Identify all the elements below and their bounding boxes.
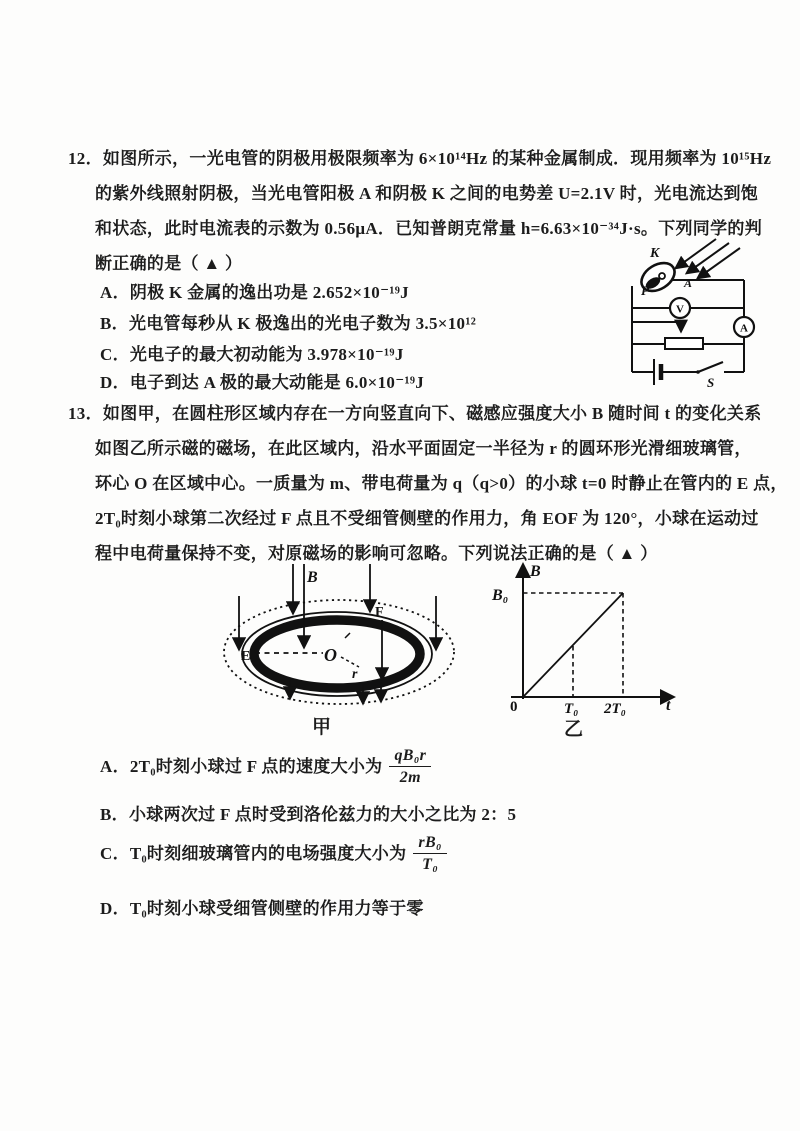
q13-option-c-text: C．T₀时刻细玻璃管内的电场强度大小为 (100, 844, 407, 863)
anode-a-label: A (684, 276, 693, 290)
2t0-tick-label: 2T₀ (604, 701, 626, 717)
tube-p-label: P (641, 283, 649, 298)
q13-option-b: B．小球两次过 F 点时受到洛伦兹力的大小之比为 2：5 (100, 805, 517, 824)
fraction-denominator: 2m (399, 769, 421, 786)
radius-tick (345, 633, 350, 638)
fraction-denominator: T₀ (422, 856, 439, 873)
cathode-k-label: K (650, 246, 660, 261)
b0-tick-label: B₀ (492, 587, 509, 604)
origin-label: 0 (510, 699, 518, 715)
q13-option-d: D．T₀时刻小球受细管侧壁的作用力等于零 (100, 899, 424, 918)
q13-option-c (100, 833, 447, 874)
center-o-label: O (324, 645, 337, 665)
b-field-label: B (307, 569, 318, 586)
q13-stem-line-1: 13．如图甲，在圆柱形区域内存在一方向竖直向下、磁感应强度大小 B 随时间 t 的变化关系 (68, 404, 762, 423)
q12-option-a: A．阴极 K 金属的逸出功是 2.652×10⁻¹⁹J (100, 283, 409, 302)
figure-jia-caption: 甲 (312, 717, 333, 738)
x-axis-t-label: t (666, 697, 671, 714)
q13-option-a-text: A．2T₀时刻小球过 F 点的速度大小为 (100, 757, 383, 776)
b-t-graph-figure (478, 556, 693, 724)
q12-stem-line-2: 的紫外线照射阴极，当光电管阳极 A 和阴极 K 之间的电势差 U=2.1V 时，光电流达到饱 (95, 184, 759, 203)
q12-option-b: B．光电管每秒从 K 极逸出的光电子数为 3.5×10¹² (100, 314, 477, 333)
battery (654, 359, 661, 385)
graph-axes (511, 566, 672, 699)
point-f-label: F (375, 605, 384, 620)
fraction-numerator: rB₀ (413, 833, 446, 854)
q12-stem-line-3: 和状态，此时电流表的示数为 0.56μA．已知普朗克常量 h=6.63×10⁻³⁴J·s。下列同学的判 (95, 219, 762, 238)
photocell-circuit-figure (610, 238, 782, 398)
q12-option-d: D．电子到达 A 极的最大动能是 6.0×10⁻¹⁹J (100, 373, 425, 392)
ammeter (734, 317, 754, 337)
figure-yi-caption: 乙 (564, 719, 585, 740)
q13-option-a-fraction (389, 746, 431, 787)
switch (696, 362, 723, 374)
q12-stem-line-1: 12．如图所示，一光电管的阴极用极限频率为 6×10¹⁴Hz 的某种金属制成．现用频率为 10¹⁵Hz (68, 149, 772, 168)
q13-stem-line-2: 如图乙所示磁的磁场，在此区域内，沿水平面固定一半径为 r 的圆环形光滑细玻璃管， (95, 439, 752, 458)
point-e-label: E (241, 649, 251, 664)
glass-tube-ring (254, 620, 420, 688)
q13-stem-line-3: 环心 O 在区域中心。一质量为 m、带电荷量为 q（q>0）的小球 t=0 时静止在管内的 E 点， (95, 474, 788, 493)
q13-stem-line-4: 2T₀时刻小球第二次经过 F 点且不受细管侧壁的作用力，角 EOF 为 120°，小球在运动过 (95, 509, 759, 528)
q12-stem-line-4: 断正确的是（ ▲ ） (95, 254, 243, 273)
switch-s-label: S (707, 375, 715, 390)
radius-r-label: r (352, 667, 358, 682)
voltmeter-label: V (676, 303, 684, 316)
rheostat (665, 338, 703, 349)
ammeter-label: A (740, 322, 748, 335)
q13-option-c-fraction (413, 833, 446, 874)
q13-option-a (100, 746, 431, 787)
radius-dashed-line (341, 657, 359, 667)
voltmeter (670, 298, 690, 318)
q12-option-c: C．光电子的最大初动能为 3.978×10⁻¹⁹J (100, 345, 404, 364)
light-rays-icon (676, 239, 740, 278)
fraction-numerator: qB₀r (389, 746, 431, 767)
y-axis-b-label: B (530, 563, 541, 580)
magnetic-region-figure (203, 556, 475, 724)
q13-stem-line-5: 程中电荷量保持不变，对原磁场的影响可忽略。下列说法正确的是（ ▲ ） (95, 544, 658, 563)
t0-tick-label: T₀ (564, 701, 579, 717)
